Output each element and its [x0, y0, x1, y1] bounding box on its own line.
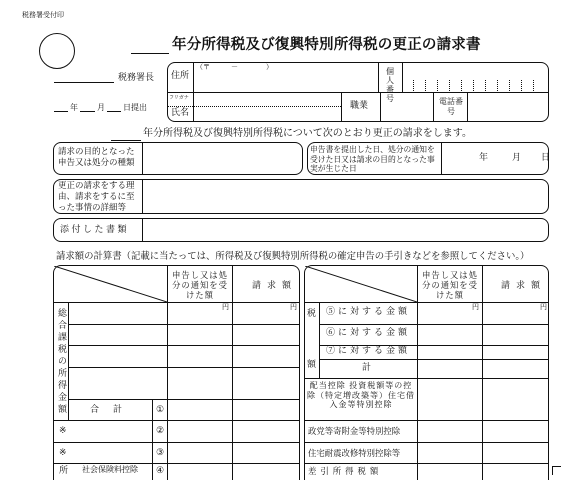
form-title: 年分所得税及び復興特別所得税の更正の請求書	[172, 36, 481, 53]
notice-year-label: 年	[479, 153, 489, 163]
my-number-label: 個人番号	[386, 67, 394, 103]
attachments-field[interactable]	[144, 220, 546, 240]
yen-right-2: 円	[540, 303, 547, 311]
diagonal-right	[305, 266, 417, 302]
date-day-submitted-label: 日提出	[123, 103, 147, 112]
tax-office-blank[interactable]	[54, 82, 114, 83]
name-label: 氏名	[171, 108, 190, 118]
receipt-stamp-circle	[39, 33, 75, 69]
date-month-blank[interactable]	[80, 111, 95, 112]
date-year-blank[interactable]	[54, 111, 68, 112]
col-declared-label-left: 申告し又は処分の通知を受けた額	[172, 270, 228, 300]
notice-month-label: 月	[512, 153, 522, 163]
occupation-field[interactable]	[382, 94, 431, 120]
reason-field[interactable]	[144, 181, 546, 212]
stamp-label: 税務署受付印	[22, 11, 64, 19]
calc-left-vertical-label: 総合課税の所得金額	[56, 308, 66, 416]
right-row-3-label: ⑦に対する金額	[326, 346, 411, 356]
purpose-field[interactable]	[144, 144, 300, 173]
bottom-left-vertical: 所	[59, 466, 69, 476]
calc-heading: 請求額の計算書（記載に当たっては、所得税及び復興特別所得税の確定申告の手引きなどを参照してください。）	[56, 251, 530, 262]
left-row-7-label: ※	[59, 448, 67, 458]
date-day-blank[interactable]	[107, 111, 121, 112]
year-blank	[131, 53, 169, 54]
left-row-5-label: 合計	[90, 405, 137, 415]
left-row-5-num: ①	[156, 405, 165, 415]
phone-field[interactable]	[469, 94, 547, 120]
name-field[interactable]	[196, 94, 339, 120]
phone-label: 電話番号	[439, 97, 463, 116]
purpose-label: 請求の目的となった申告又は処分の種類	[58, 147, 135, 168]
right-row-2-label: ⑥に対する金額	[326, 328, 411, 338]
left-row-7-num: ③	[156, 448, 165, 458]
yen-right-1: 円	[472, 303, 479, 311]
address-label: 住所	[171, 71, 190, 81]
right-vertical-top: 税	[307, 309, 317, 319]
left-row-8-num: ④	[156, 466, 165, 476]
right-row-4-label: 計	[362, 363, 372, 373]
address-field[interactable]	[196, 74, 374, 90]
left-row-6-num: ②	[156, 426, 165, 436]
col-declared-label-right: 申告し又は処分の通知を受けた額	[422, 270, 478, 300]
occupation-label: 職業	[350, 101, 369, 111]
right-row-1-label: ⑤に対する金額	[326, 307, 411, 317]
attachments-label: 添付した書類	[60, 225, 130, 235]
col-claimed-label-right: 請求額	[501, 281, 547, 291]
left-row-8-label: 社会保険料控除	[82, 465, 138, 474]
right-row-6-label: 政党等寄附金等特別控除	[308, 426, 401, 436]
right-row-5-label: 配当控除 投資税額等の控除（特定増改築等）住宅借入金等特別控除	[307, 381, 415, 410]
yen-left-2: 円	[290, 303, 297, 311]
date-month-label: 月	[97, 103, 105, 112]
reason-label: 更正の請求をする理由、請求をするに至った事情の詳細等	[58, 181, 135, 213]
notice-date-label: 申告書を提出した日、処分の通知を受けた日又は請求の目的となった事実が生じた日	[310, 145, 435, 173]
intro-year-blank[interactable]	[111, 140, 141, 141]
diagonal-left	[54, 266, 167, 302]
date-year-label: 年	[70, 103, 78, 112]
col-claimed-label-left: 請求額	[252, 281, 298, 291]
yen-left-1: 円	[222, 303, 229, 311]
tax-office-suffix: 税務署長	[118, 73, 155, 83]
right-row-7-label: 住宅耐震改修特別控除等	[308, 448, 401, 458]
corner-mark	[552, 466, 561, 475]
right-row-8-label: 差引所得税額	[308, 466, 383, 476]
notice-day-label: 日	[541, 153, 551, 163]
right-vertical-bottom: 額	[307, 360, 317, 370]
furigana-label: フリガナ	[169, 95, 189, 101]
left-row-6-label: ※	[59, 426, 67, 436]
postal-code-label: （〒 － ）	[196, 63, 273, 71]
intro-text: 年分所得税及び復興特別所得税について次のとおり更正の請求をします。	[143, 128, 472, 139]
